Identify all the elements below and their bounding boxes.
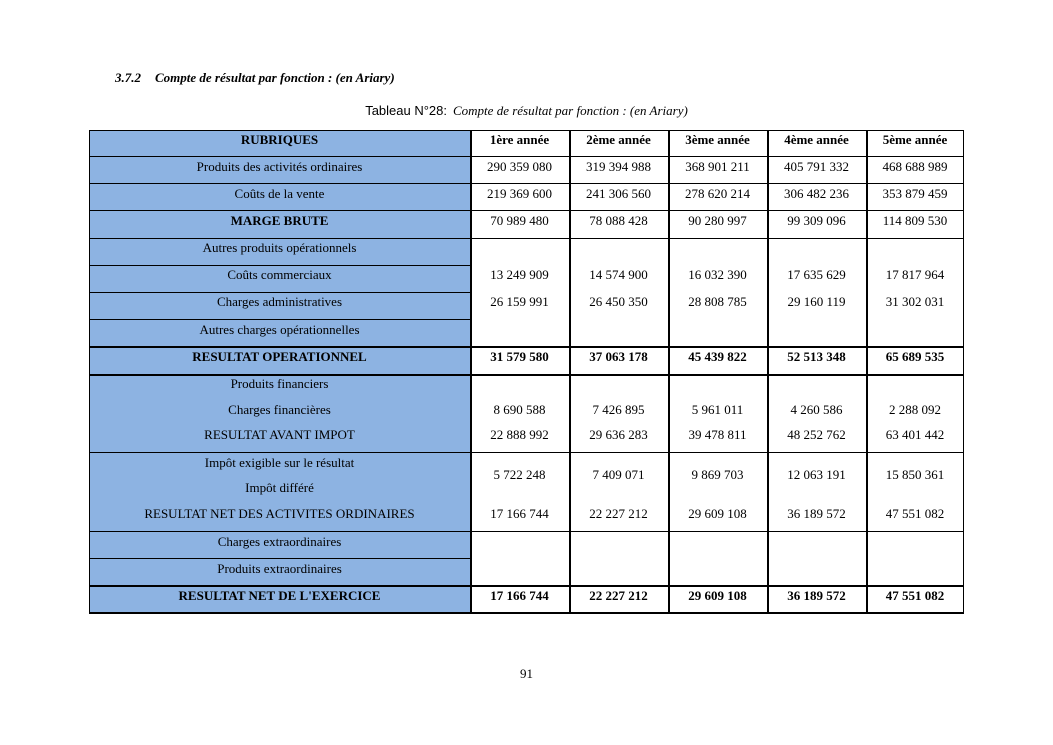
cell-resultat_op-y4: 52 513 348 [787, 349, 846, 364]
row-label-produits-fin: Produits financiers [230, 376, 329, 391]
cell-charges_admin-y4: 29 160 119 [787, 294, 846, 309]
cell-resultat_net_ao-y3: 29 609 108 [688, 506, 747, 521]
row-label-impot-exigible: Impôt exigible sur le résultat [204, 455, 355, 470]
row-label-couts-vente: Coûts de la vente [234, 186, 325, 201]
row-label-resultat-net-ex: RESULTAT NET DE L'EXERCICE [178, 588, 381, 603]
row-label-marge-brute: MARGE BRUTE [230, 213, 329, 228]
cell-impot_exigible-y4: 12 063 191 [787, 467, 846, 482]
cell-produits-y4: 405 791 332 [784, 159, 849, 174]
cell-couts_commerciaux-y5: 17 817 964 [885, 267, 945, 282]
cell-resultat_net_ex-y3: 29 609 108 [688, 588, 747, 603]
rule-h [89, 238, 964, 239]
cell-couts_vente-y5: 353 879 459 [882, 186, 948, 201]
cell-couts_commerciaux-y1: 13 249 909 [490, 267, 549, 282]
page-number: 91 [520, 666, 533, 681]
caption-label: Tableau N°28: [365, 103, 447, 118]
cell-charges_fin-y5: 2 288 092 [889, 402, 941, 417]
cell-resultat_net_ex-y1: 17 166 744 [490, 588, 549, 603]
cell-produits-y2: 319 394 988 [586, 159, 651, 174]
section-heading [115, 70, 395, 86]
cell-charges_admin-y2: 26 450 350 [589, 294, 648, 309]
rule-h [89, 346, 964, 348]
row-label-couts-commerciaux: Coûts commerciaux [227, 267, 332, 282]
cell-resultat_net_ao-y1: 17 166 744 [490, 506, 549, 521]
cell-resultat_op-y2: 37 063 178 [589, 349, 648, 364]
cell-couts_vente-y1: 219 369 600 [487, 186, 552, 201]
row-label-charges-admin: Charges administratives [216, 294, 343, 309]
cell-charges_admin-y1: 26 159 991 [490, 294, 549, 309]
row-label-resultat-op: RESULTAT OPERATIONNEL [192, 349, 367, 364]
cell-produits-y1: 290 359 080 [487, 159, 552, 174]
header-year-4: 4ème année [784, 132, 849, 147]
cell-marge_brute-y2: 78 088 428 [589, 213, 648, 228]
cell-couts_commerciaux-y2: 14 574 900 [589, 267, 648, 282]
cell-marge_brute-y3: 90 280 997 [688, 213, 747, 228]
cell-couts_vente-y2: 241 306 560 [586, 186, 651, 201]
cell-resultat_net_ao-y5: 47 551 082 [885, 506, 945, 521]
cell-impot_exigible-y2: 7 409 071 [592, 467, 645, 482]
cell-impot_exigible-y5: 15 850 361 [885, 467, 945, 482]
cell-charges_fin-y1: 8 690 588 [493, 402, 546, 417]
cell-charges_fin-y3: 5 961 011 [691, 402, 744, 417]
cell-resultat_net_ex-y5: 47 551 082 [885, 588, 945, 603]
rule-h [89, 319, 470, 320]
row-label-resultat-net-ao: RESULTAT NET DES ACTIVITES ORDINAIRES [144, 506, 415, 521]
cell-couts_commerciaux-y4: 17 635 629 [787, 267, 846, 282]
cell-marge_brute-y5: 114 809 530 [882, 213, 948, 228]
cell-resultat_op-y3: 45 439 822 [688, 349, 747, 364]
row-label-resultat-avant-impot: RESULTAT AVANT IMPOT [204, 427, 355, 442]
rule-v [963, 130, 964, 614]
header-year-1: 1ère année [489, 132, 550, 147]
cell-marge_brute-y4: 99 309 096 [787, 213, 846, 228]
rule-h [89, 612, 964, 614]
rule-h [89, 210, 964, 211]
row-label-charges-extra: Charges extraordinaires [217, 534, 342, 549]
cell-couts_commerciaux-y3: 16 032 390 [688, 267, 747, 282]
rule-h [89, 585, 964, 587]
cell-charges_admin-y3: 28 808 785 [688, 294, 747, 309]
section-number: 3.7.2 [115, 70, 141, 85]
cell-charges_admin-y5: 31 302 031 [885, 294, 945, 309]
rule-h [89, 452, 964, 453]
cell-impot_exigible-y3: 9 869 703 [691, 467, 744, 482]
row-label-autres-produits-op: Autres produits opérationnels [202, 240, 357, 255]
income-statement-table [89, 130, 964, 614]
header-year-3: 3ème année [685, 132, 750, 147]
rule-h [89, 558, 470, 559]
cell-marge_brute-y1: 70 989 480 [490, 213, 549, 228]
cell-resultat_avant_impot-y2: 29 636 283 [589, 427, 648, 442]
rule-v [668, 130, 670, 614]
cell-resultat_avant_impot-y1: 22 888 992 [490, 427, 549, 442]
row-label-charges-fin: Charges financières [228, 402, 331, 417]
cell-resultat_net_ao-y4: 36 189 572 [787, 506, 846, 521]
cell-resultat_net_ao-y2: 22 227 212 [589, 506, 648, 521]
cell-impot_exigible-y1: 5 722 248 [493, 467, 546, 482]
cell-resultat_avant_impot-y5: 63 401 442 [885, 427, 945, 442]
cell-resultat_op-y5: 65 689 535 [885, 349, 945, 364]
cell-couts_vente-y4: 306 482 236 [784, 186, 849, 201]
cell-resultat_net_ex-y2: 22 227 212 [589, 588, 648, 603]
cell-resultat_net_ex-y4: 36 189 572 [787, 588, 846, 603]
rule-v [470, 130, 472, 614]
cell-resultat_avant_impot-y3: 39 478 811 [688, 427, 747, 442]
rule-v [569, 130, 571, 614]
rule-h [89, 183, 964, 184]
row-label-autres-charges-op: Autres charges opérationnelles [199, 322, 360, 337]
header-rubriques: RUBRIQUES [240, 132, 319, 147]
cell-resultat_avant_impot-y4: 48 252 762 [787, 427, 846, 442]
rule-h [89, 265, 470, 266]
rule-h [89, 292, 470, 293]
cell-resultat_op-y1: 31 579 580 [490, 349, 549, 364]
header-year-2: 2ème année [586, 132, 651, 147]
rule-v [767, 130, 769, 614]
cell-charges_fin-y2: 7 426 895 [592, 402, 645, 417]
cell-couts_vente-y3: 278 620 214 [685, 186, 750, 201]
cell-produits-y5: 468 688 989 [882, 159, 948, 174]
header-year-5: 5ème année [882, 132, 948, 147]
rule-v [866, 130, 868, 614]
table-caption [0, 103, 1053, 119]
section-title: Compte de résultat par fonction : (en Ariary) [155, 70, 395, 85]
row-label-produits: Produits des activités ordinaires [196, 159, 363, 174]
rule-h [89, 130, 964, 131]
rule-h [89, 531, 964, 532]
row-label-produits-extra: Produits extraordinaires [217, 561, 342, 576]
cell-produits-y3: 368 901 211 [685, 159, 750, 174]
row-label-impot-differe: Impôt différé [245, 480, 314, 495]
caption-text: Compte de résultat par fonction : (en Ariary) [453, 103, 688, 118]
rule-h [89, 156, 964, 157]
cell-charges_fin-y4: 4 260 586 [790, 402, 843, 417]
